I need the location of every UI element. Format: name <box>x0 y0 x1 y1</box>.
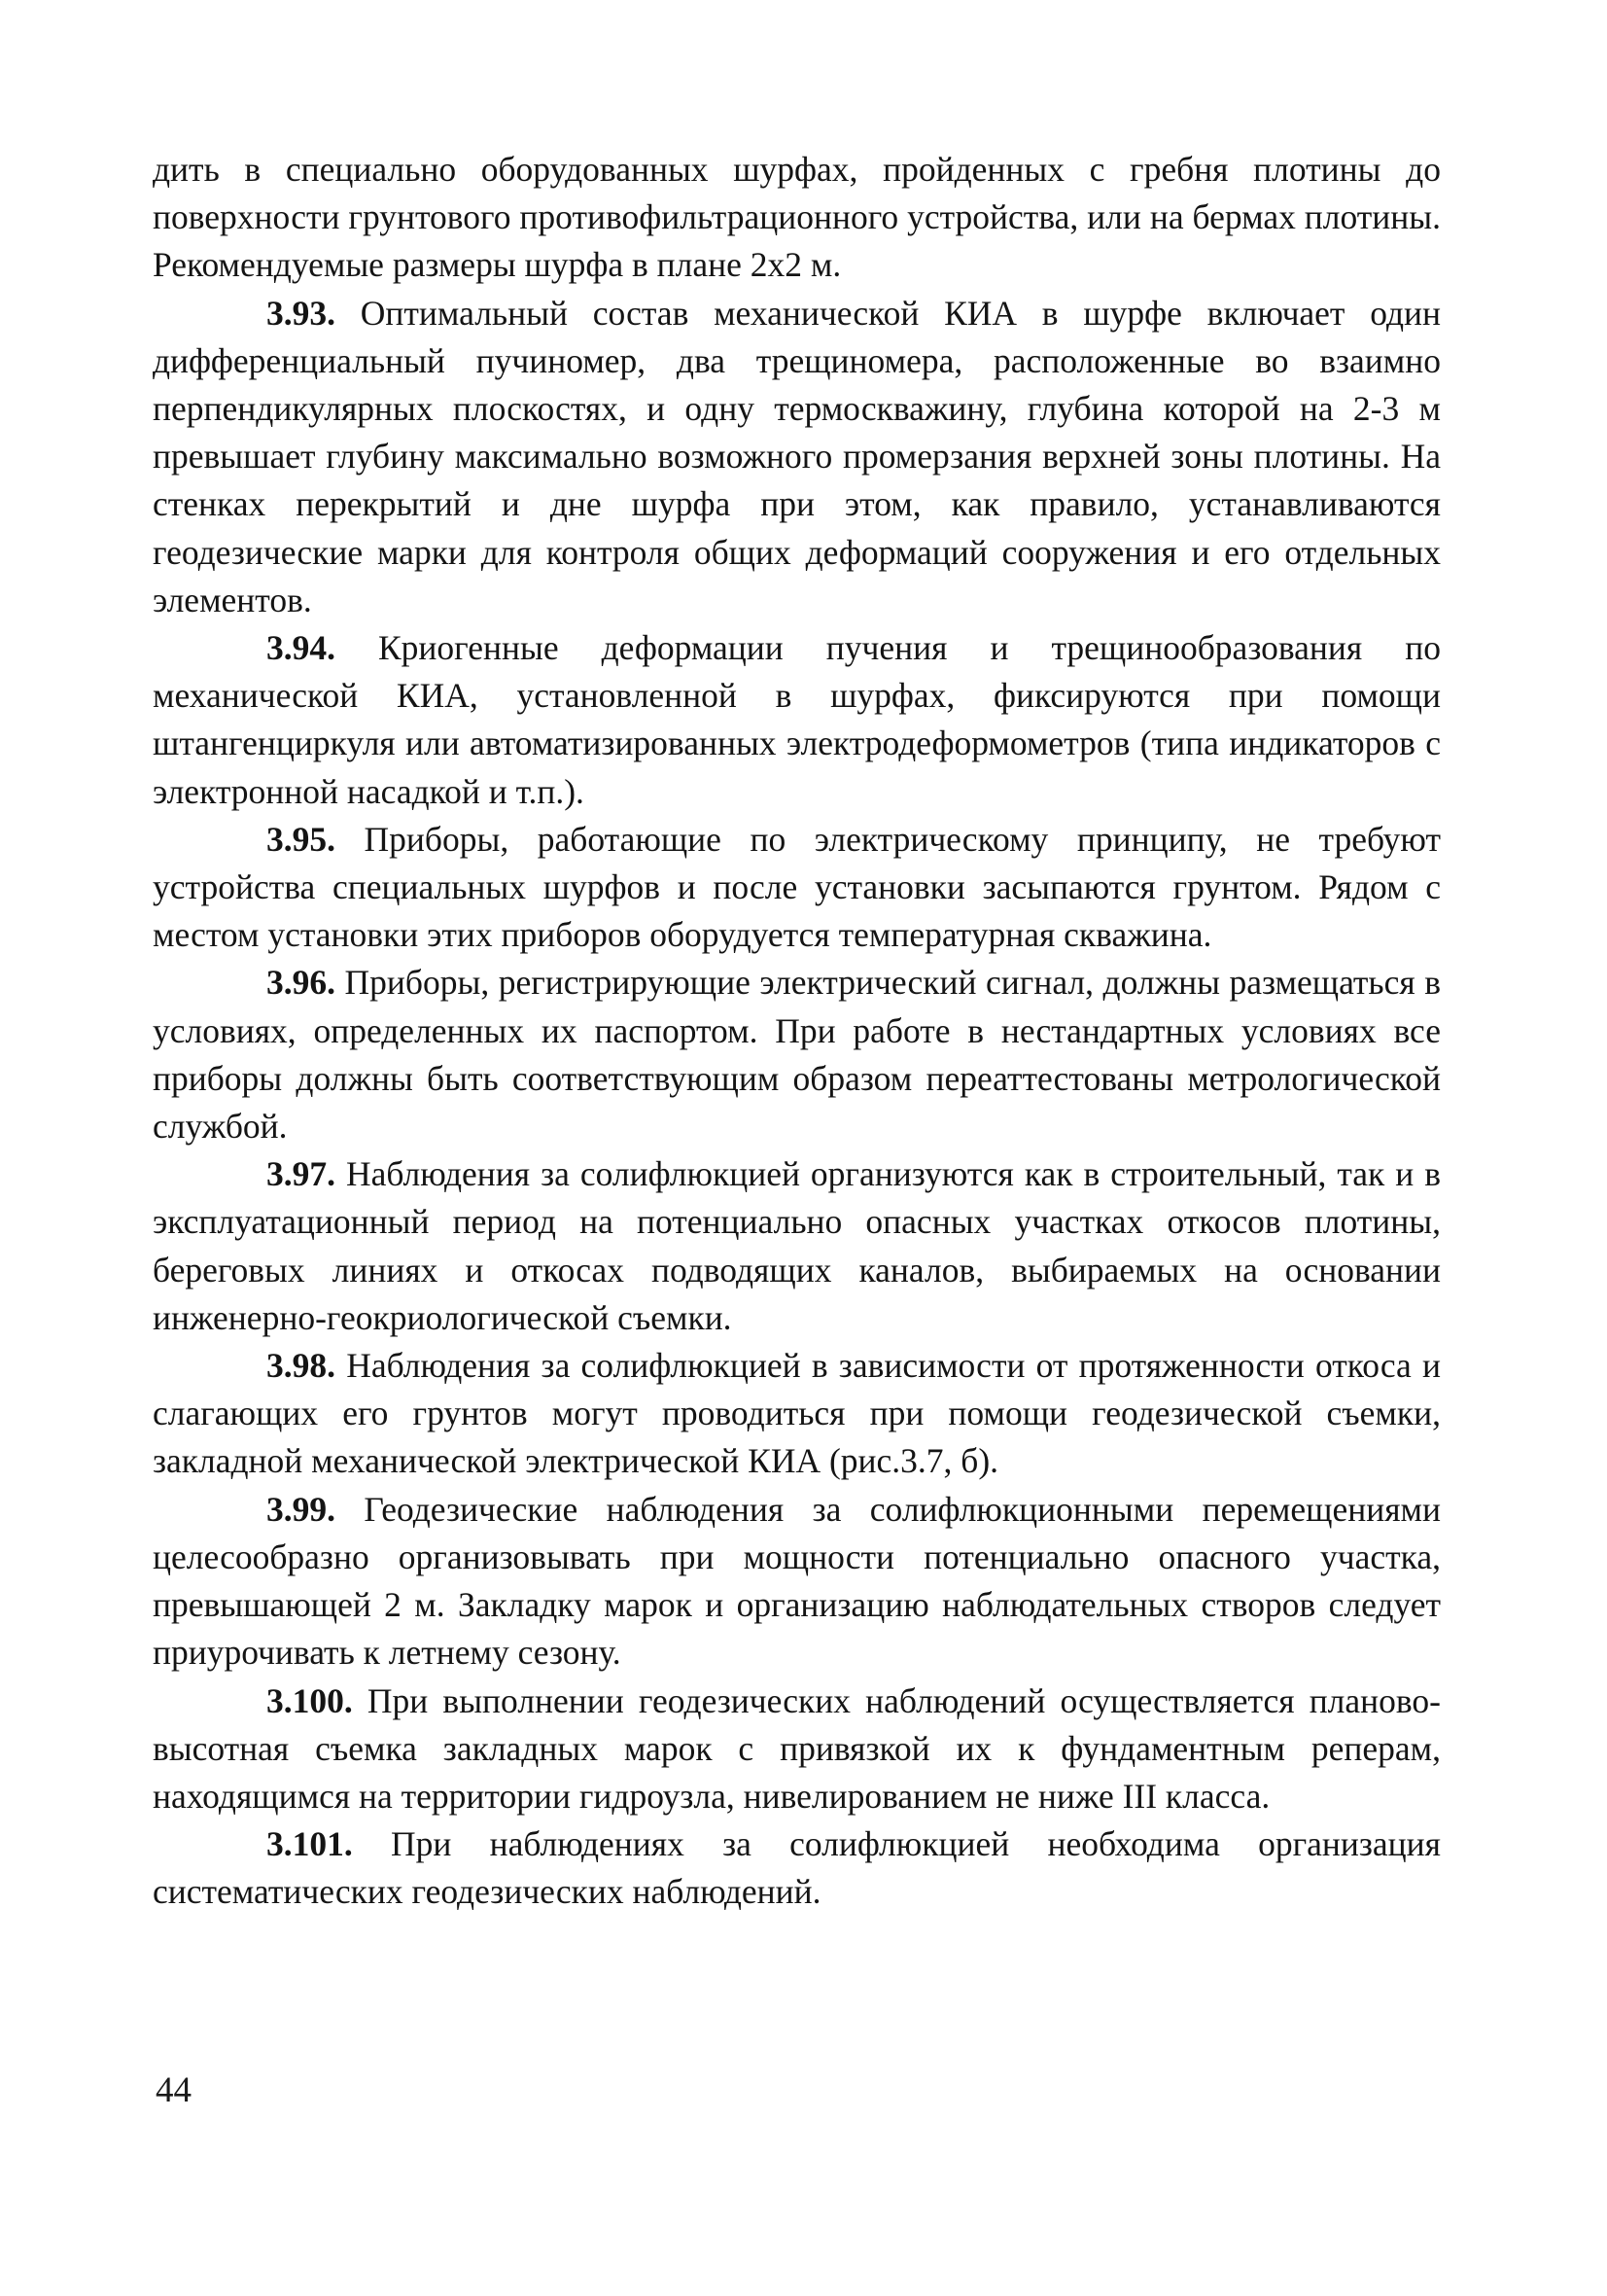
clause-number: 3.94. <box>266 628 335 668</box>
clause-text: Оптимальный состав механической КИА в шурфе включает один дифференциальный пучиномер, два трещиномера, расположенные во взаимно перпендикулярных плоскостях, и одну термоскважину, глубина которой на 2-3 м превышает глубину максимально возможного промерзания верхней зоны плотины. На стенках перекрытий и дне шурфа при этом, как правило, устанавливаются геодезические марки для контроля общих деформаций сооружения и его отдельных элементов. <box>153 293 1441 619</box>
continuation-paragraph <box>153 146 1441 290</box>
clause-number: 3.101. <box>266 1824 353 1864</box>
page-number: 44 <box>156 2070 192 2110</box>
clause-3-94 <box>153 624 1441 816</box>
body-text <box>153 146 1441 1917</box>
clause-3-93 <box>153 290 1441 624</box>
clause-number: 3.97. <box>266 1154 335 1194</box>
clause-text: Наблюдения за солифлюкцией организуются как в строительный, так и в эксплуатационный период на потенциально опасных участках откосов плотины, береговых линиях и откосах подводящих каналов, выбираемых на основании инженерно-геокриологической съемки. <box>153 1154 1441 1337</box>
clause-text: Приборы, работающие по электрическому принципу, не требуют устройства специальных шурфов и после установки засыпаются грунтом. Рядом с местом установки этих приборов оборудуется температурная скважина. <box>153 819 1441 955</box>
clause-text: Криогенные деформации пучения и трещинообразования по механической КИА, установленной в шурфах, фиксируются при помощи штангенциркуля или автоматизированных электродеформометров (типа индикаторов с электронной насадкой и т.п.). <box>153 628 1441 811</box>
clause-text: Приборы, регистрирующие электрический сигнал, должны размещаться в условиях, определенных их паспортом. При работе в нестандартных условиях все приборы должны быть соответствующим образом переаттестованы метрологической службой. <box>153 963 1441 1147</box>
clause-number: 3.100. <box>266 1680 353 1720</box>
clause-text: Наблюдения за солифлюкцией в зависимости от протяженности откоса и слагающих его грунтов могут проводиться при помощи геодезической съемки, закладной механической электрической КИА (рис.3.7, б). <box>153 1346 1441 1481</box>
clause-3-98 <box>153 1342 1441 1486</box>
clause-number: 3.95. <box>266 819 335 859</box>
clause-number: 3.98. <box>266 1346 335 1386</box>
clause-text: При выполнении геодезических наблюдений осуществляется планово-высотная съемка закладных марок с привязкой их к фундаментным реперам, находящимся на территории гидроузла, нивелированием не ниже III класса. <box>153 1680 1441 1816</box>
clause-3-99 <box>153 1486 1441 1678</box>
clause-3-100 <box>153 1678 1441 1821</box>
clause-number: 3.93. <box>266 293 335 333</box>
clause-3-97 <box>153 1150 1441 1342</box>
clause-text: При наблюдениях за солифлюкцией необходима организация систематических геодезических наблюдений. <box>153 1824 1441 1912</box>
clause-3-95 <box>153 816 1441 960</box>
clause-3-96 <box>153 959 1441 1150</box>
clause-3-101 <box>153 1820 1441 1916</box>
paragraph-text: дить в специально оборудованных шурфах, пройденных с гребня плотины до поверхности грунтового противофильтрационного устройства, или на бермах плотины. Рекомендуемые размеры шурфа в плане 2х2 м. <box>153 150 1441 285</box>
clause-text: Геодезические наблюдения за солифлюкционными перемещениями целесообразно организовывать при мощности потенциально опасного участка, превышающей 2 м. Закладку марок и организацию наблюдательных створов следует приурочивать к летнему сезону. <box>153 1489 1441 1673</box>
clause-number: 3.96. <box>266 963 335 1003</box>
clause-number: 3.99. <box>266 1489 335 1529</box>
